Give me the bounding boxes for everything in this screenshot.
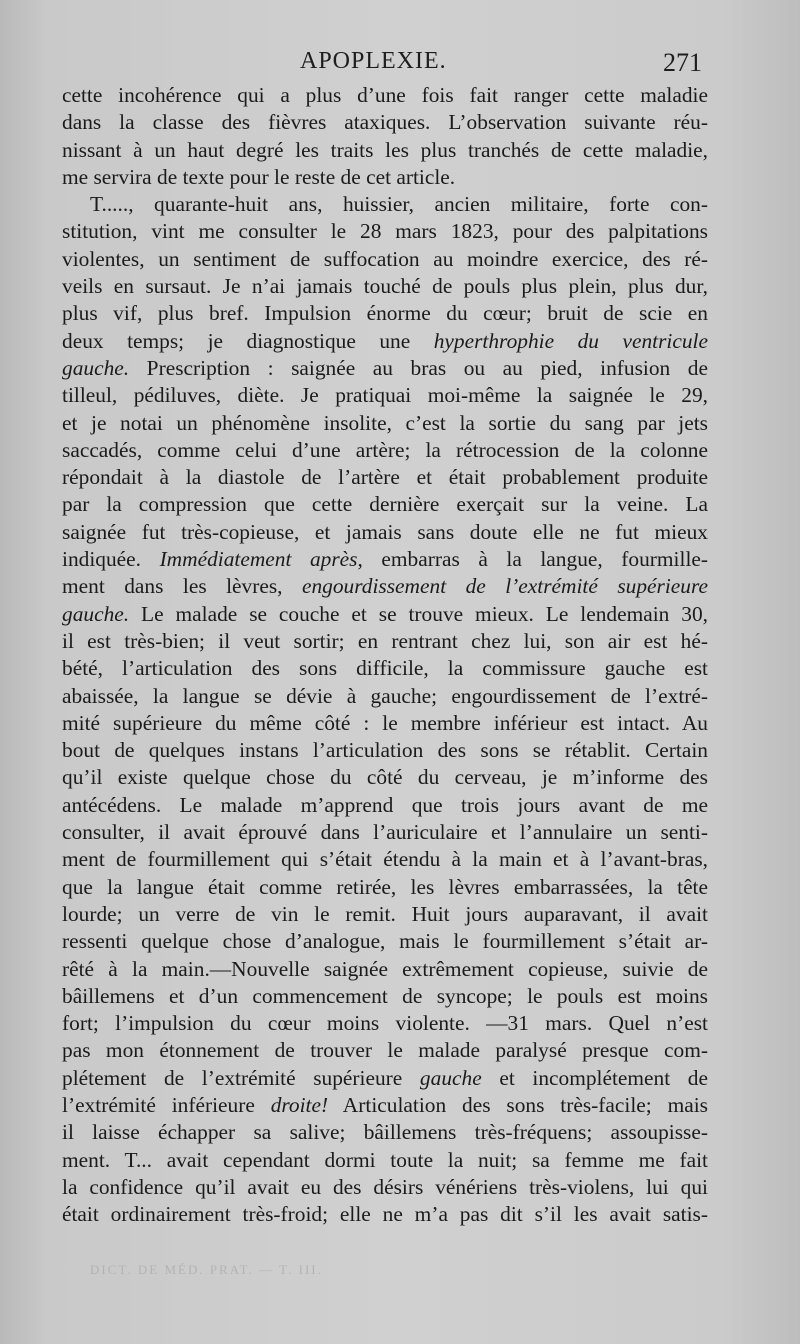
text-run: il laisse échapper sa salive; bâillemens très-fréquens; assoupisse- <box>62 1120 708 1145</box>
text-run: veils en sursaut. Je n’ai jamais touché de pouls plus plein, plus dur, <box>62 274 708 299</box>
text-run: violentes, un sentiment de suffocation au moindre exercice, des ré- <box>62 246 708 271</box>
text-line <box>62 1065 708 1092</box>
text-run: deux temps; je diagnostique une <box>62 328 434 353</box>
text-run: cette incohérence qui a plus d’une fois fait ranger cette maladie <box>62 83 708 107</box>
text-line <box>62 764 708 791</box>
running-header <box>0 48 800 82</box>
text-line <box>62 218 708 245</box>
text-run: Le malade se couche et se trouve mieux. Le lendemain 30, <box>129 601 708 626</box>
italic-phrase: Immédiatement après <box>159 547 358 572</box>
text-run: consulter, il avait éprouvé dans l’auriculaire et l’annulaire un senti- <box>62 820 708 845</box>
text-run: qu’il existe quelque chose du côté du cerveau, je m’informe des <box>62 765 708 790</box>
text-run: nissant à un haut degré les traits les plus tranchés de cette maladie, <box>62 137 708 162</box>
text-run: indiquée. <box>62 547 160 572</box>
text-line <box>62 355 708 382</box>
running-title: APOPLEXIE. <box>300 48 447 74</box>
text-run: l’extrémité inférieure <box>62 1092 271 1117</box>
text-line <box>62 928 708 955</box>
text-run: saignée fut très-copieuse, et jamais sans doute elle ne fut mieux <box>62 519 708 544</box>
text-run: et incomplétement de <box>481 1065 708 1090</box>
text-line <box>62 137 708 164</box>
text-line <box>62 382 708 409</box>
text-run: ressenti quelque chose d’analogue, mais le fourmillement s’était ar- <box>62 929 708 954</box>
text-line <box>62 273 708 300</box>
text-line <box>62 246 708 273</box>
text-line <box>62 628 708 655</box>
text-line <box>62 1092 708 1119</box>
text-line <box>62 874 708 901</box>
text-run: était ordinairement très-froid; elle ne m’a pas dit s’il les avait satis- <box>62 1202 708 1227</box>
text-line <box>62 300 708 327</box>
text-line <box>62 573 708 600</box>
text-line <box>62 410 708 437</box>
text-line <box>62 792 708 819</box>
text-run: fort; l’impulsion du cœur moins violente. —31 mars. Quel n’est <box>62 1011 708 1036</box>
text-run: que la langue était comme retirée, les lèvres embarrassées, la tête <box>62 874 708 899</box>
text-run: il est très-bien; il veut sortir; en rentrant chez lui, son air est hé- <box>62 628 708 653</box>
text-line <box>62 191 708 218</box>
body-text <box>62 82 708 1228</box>
text-run: ment dans les lèvres, <box>62 574 302 599</box>
text-run: , embarras à la langue, fourmille- <box>357 547 709 572</box>
italic-phrase: gauche. <box>62 355 130 380</box>
text-run: répondait à la diastole de l’artère et était probablement produite <box>62 465 708 490</box>
text-line <box>62 655 708 682</box>
text-run: et je notai un phénomène insolite, c’est la sortie du sang par jets <box>62 410 708 435</box>
italic-phrase: droite! <box>270 1092 329 1117</box>
text-line <box>62 546 708 573</box>
text-run: mité supérieure du même côté : le membre inférieur est intact. Au <box>62 710 708 735</box>
text-run: stitution, vint me consulter le 28 mars 1823, pour des palpitations <box>62 219 708 244</box>
text-line <box>62 983 708 1010</box>
text-run: T....., quarante-huit ans, huissier, ancien militaire, forte con- <box>90 192 708 217</box>
page-number: 271 <box>663 48 702 77</box>
text-run: la confidence qu’il avait eu des désirs vénériens très-violens, lui qui <box>62 1174 708 1199</box>
text-line <box>62 737 708 764</box>
italic-phrase: gauche <box>419 1065 482 1090</box>
text-line <box>62 491 708 518</box>
text-run: bété, l’articulation des sons difficile, la commissure gauche est <box>62 656 708 681</box>
text-line <box>62 901 708 928</box>
text-run: me servira de texte pour le reste de cet article. <box>62 164 456 189</box>
text-line <box>62 956 708 983</box>
text-run: ment de fourmillement qui s’était étendu à la main et à l’avant-bras, <box>62 847 708 872</box>
text-line <box>62 109 708 136</box>
text-run: lourde; un verre de vin le remit. Huit jours auparavant, il avait <box>62 901 708 926</box>
text-run: Articulation des sons très-facile; mais <box>328 1092 708 1117</box>
text-line <box>62 1037 708 1064</box>
text-line <box>62 710 708 737</box>
text-line <box>62 819 708 846</box>
text-run: par la compression que cette dernière exerçait sur la veine. La <box>62 492 708 517</box>
text-run: saccadés, comme celui d’une artère; la rétrocession de la colonne <box>62 437 708 462</box>
text-line <box>62 1147 708 1174</box>
text-line <box>62 683 708 710</box>
text-run: antécédens. Le malade m’apprend que trois jours avant de me <box>62 792 708 817</box>
text-line <box>62 1010 708 1037</box>
text-line <box>62 601 708 628</box>
text-line <box>62 464 708 491</box>
text-run: rêté à la main.—Nouvelle saignée extrêmement copieuse, suivie de <box>62 956 708 981</box>
text-line <box>62 1119 708 1146</box>
italic-phrase: gauche. <box>62 601 130 626</box>
text-run: plus vif, plus bref. Impulsion énorme du cœur; bruit de scie en <box>62 301 708 326</box>
text-line <box>62 1174 708 1201</box>
text-line <box>62 846 708 873</box>
text-line <box>62 519 708 546</box>
text-run: abaissée, la langue se dévie à gauche; engourdissement de l’extré- <box>62 683 708 708</box>
text-line <box>62 164 708 191</box>
text-line <box>62 437 708 464</box>
italic-phrase: hyperthrophie du ventricule <box>433 328 708 353</box>
text-run: tilleul, pédiluves, diète. Je pratiquai moi-même la saignée le 29, <box>62 383 708 408</box>
text-line <box>62 82 708 109</box>
text-line <box>62 328 708 355</box>
text-run: pas mon étonnement de trouver le malade paralysé presque com- <box>62 1038 708 1063</box>
text-run: bâillemens et d’un commencement de syncope; le pouls est moins <box>62 983 708 1008</box>
text-run: Prescription : saignée au bras ou au pied, infusion de <box>129 355 708 380</box>
text-run: bout de quelques instans l’articulation des sons se rétablit. Certain <box>62 738 708 763</box>
text-run: dans la classe des fièvres ataxiques. L’observation suivante réu- <box>62 110 708 135</box>
text-line <box>62 1201 708 1228</box>
italic-phrase: engourdissement de l’extrémité supérieure <box>301 574 709 599</box>
signature-mark: DICT. DE MÉD. PRAT. — T. III. <box>90 1262 323 1277</box>
text-run: plétement de l’extrémité supérieure <box>62 1065 420 1090</box>
text-run: ment. T... avait cependant dormi toute la nuit; sa femme me fait <box>62 1147 708 1172</box>
